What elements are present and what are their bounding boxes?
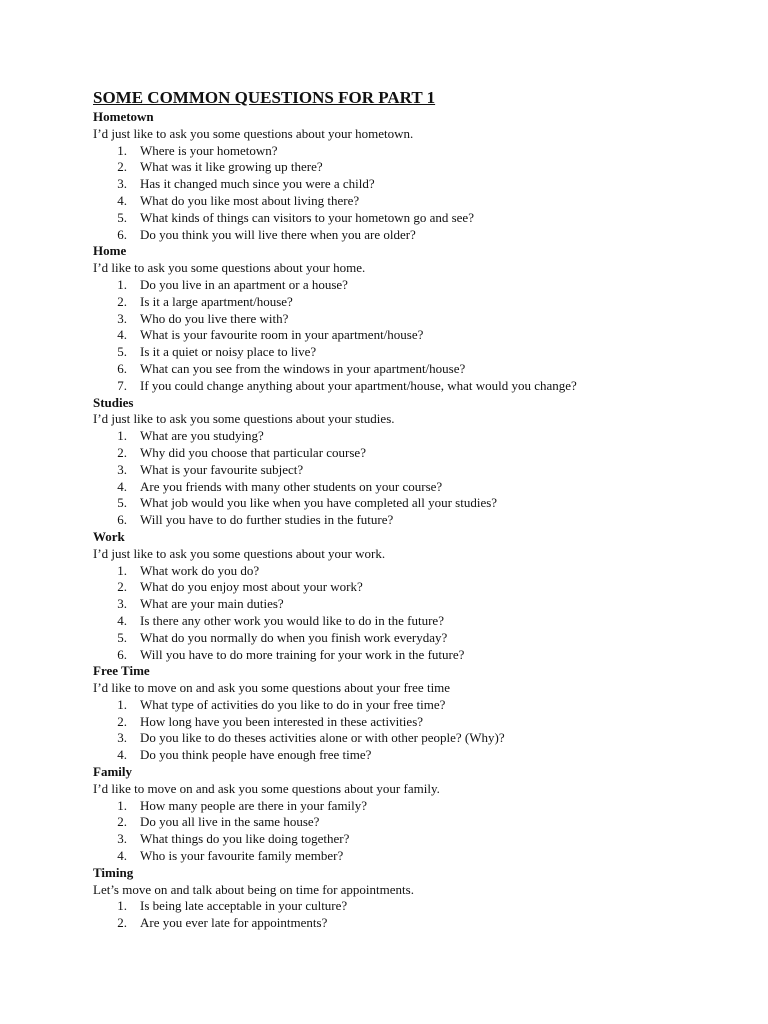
question-text: What job would you like when you have completed all your studies?	[140, 495, 498, 511]
question-text: What do you enjoy most about your work?	[140, 579, 363, 595]
question-item	[93, 613, 753, 630]
question-number: 3.	[117, 730, 127, 746]
question-text: Do you think you will live there when you are older?	[140, 226, 416, 242]
question-number: 1.	[117, 696, 127, 712]
question-text: Will you have to do more training for your work in the future?	[140, 646, 465, 662]
section-heading: Hometown	[93, 109, 154, 124]
question-number: 2.	[117, 915, 127, 931]
document-title: SOME COMMON QUESTIONS FOR PART 1	[93, 88, 436, 107]
section-intro: I’d like to move on and ask you some questions about your free time	[93, 680, 451, 696]
question-number: 2.	[117, 713, 127, 729]
question-text: What kinds of things can visitors to your hometown go and see?	[140, 209, 474, 225]
question-item	[93, 277, 753, 294]
question-item	[93, 747, 753, 764]
question-number: 3.	[117, 310, 127, 326]
question-text: Do you think people have enough free time?	[140, 747, 372, 763]
question-text: Do you all live in the same house?	[140, 814, 320, 830]
question-item	[93, 495, 753, 512]
question-list	[93, 798, 753, 865]
question-item	[93, 814, 753, 831]
question-text: What do you normally do when you finish work everyday?	[140, 629, 448, 645]
question-item	[93, 176, 753, 193]
section-work	[93, 529, 753, 663]
question-number: 1.	[117, 142, 127, 158]
question-text: Do you like to do theses activities alone or with other people? (Why)?	[140, 730, 505, 746]
section-heading: Timing	[93, 864, 134, 880]
question-item	[93, 563, 753, 580]
question-number: 7.	[117, 377, 127, 393]
question-text: Has it changed much since you were a child?	[140, 176, 375, 192]
question-list	[93, 563, 753, 664]
question-number: 6.	[117, 226, 127, 242]
question-item	[93, 227, 753, 244]
question-item	[93, 428, 753, 445]
question-item	[93, 327, 753, 344]
question-item	[93, 647, 753, 664]
question-text: What work do you do?	[140, 562, 260, 578]
question-number: 4.	[117, 848, 127, 864]
question-list	[93, 428, 753, 529]
question-number: 1.	[117, 276, 127, 292]
question-text: What is your favourite subject?	[140, 461, 304, 477]
question-text: Who do you live there with?	[140, 310, 289, 326]
question-item	[93, 915, 753, 932]
question-text: What do you like most about living there?	[140, 192, 360, 208]
section-hometown	[93, 109, 753, 243]
question-number: 2.	[117, 444, 127, 460]
question-item	[93, 361, 753, 378]
question-number: 6.	[117, 360, 127, 376]
question-number: 5.	[117, 629, 127, 645]
question-number: 1.	[117, 898, 127, 914]
question-item	[93, 193, 753, 210]
question-number: 4.	[117, 478, 127, 494]
question-number: 2.	[117, 579, 127, 595]
question-text: What are your main duties?	[140, 596, 284, 612]
question-item	[93, 697, 753, 714]
question-item	[93, 159, 753, 176]
question-item	[93, 714, 753, 731]
sections-container	[93, 109, 753, 932]
question-item	[93, 512, 753, 529]
question-item	[93, 831, 753, 848]
question-text: If you could change anything about your apartment/house, what would you change?	[140, 377, 577, 393]
question-text: Are you ever late for appointments?	[140, 915, 328, 931]
question-text: What are you studying?	[140, 428, 264, 444]
question-item	[93, 848, 753, 865]
section-intro: I’d just like to ask you some questions about your work.	[93, 545, 386, 561]
question-text: Is being late acceptable in your culture?	[140, 898, 348, 914]
section-studies	[93, 395, 753, 529]
question-number: 2.	[117, 293, 127, 309]
section-heading: Free Time	[93, 663, 150, 679]
question-number: 1.	[117, 797, 127, 813]
question-item	[93, 479, 753, 496]
question-item	[93, 630, 753, 647]
section-intro: Let’s move on and talk about being on time for appointments.	[93, 881, 414, 897]
section-heading: Studies	[93, 394, 134, 410]
question-number: 5.	[117, 209, 127, 225]
section-heading: Work	[93, 528, 125, 544]
question-number: 2.	[117, 814, 127, 830]
question-item	[93, 462, 753, 479]
question-number: 1.	[117, 428, 127, 444]
question-text: Are you friends with many other students on your course?	[140, 478, 443, 494]
section-home	[93, 243, 753, 394]
question-text: Will you have to do further studies in the future?	[140, 512, 394, 528]
question-number: 3.	[117, 176, 127, 192]
question-text: Do you live in an apartment or a house?	[140, 276, 348, 292]
question-list	[93, 143, 753, 244]
section-family	[93, 764, 753, 865]
section-heading: Family	[93, 764, 132, 780]
question-text: What things do you like doing together?	[140, 831, 350, 847]
question-text: Is it a quiet or noisy place to live?	[140, 344, 317, 360]
question-item	[93, 898, 753, 915]
section-heading: Home	[93, 243, 127, 259]
question-item	[93, 210, 753, 227]
question-text: What was it like growing up there?	[140, 159, 323, 175]
question-text: What is your favourite room in your apartment/house?	[140, 327, 424, 343]
section-intro: I’d like to move on and ask you some questions about your family.	[93, 780, 440, 796]
question-number: 1.	[117, 562, 127, 578]
question-text: Is there any other work you would like to do in the future?	[140, 612, 444, 628]
question-list	[93, 697, 753, 764]
question-number: 3.	[117, 461, 127, 477]
section-timing	[93, 865, 753, 932]
question-list	[93, 898, 753, 932]
question-item	[93, 730, 753, 747]
question-text: Why did you choose that particular course?	[140, 444, 366, 460]
section-intro: I’d just like to ask you some questions about your hometown.	[93, 125, 414, 141]
question-text: How long have you been interested in these activities?	[140, 713, 424, 729]
question-text: What type of activities do you like to do in your free time?	[140, 696, 446, 712]
question-number: 4.	[117, 747, 127, 763]
question-list	[93, 277, 753, 395]
question-item	[93, 378, 753, 395]
question-item	[93, 294, 753, 311]
section-intro: I’d just like to ask you some questions about your studies.	[93, 411, 395, 427]
question-number: 4.	[117, 327, 127, 343]
question-item	[93, 344, 753, 361]
question-item	[93, 579, 753, 596]
document-page	[93, 88, 753, 932]
question-number: 2.	[117, 159, 127, 175]
question-number: 5.	[117, 344, 127, 360]
section-intro: I’d like to ask you some questions about your home.	[93, 260, 366, 276]
question-item	[93, 311, 753, 328]
question-number: 5.	[117, 495, 127, 511]
question-number: 4.	[117, 612, 127, 628]
question-number: 3.	[117, 831, 127, 847]
question-text: Is it a large apartment/house?	[140, 293, 293, 309]
question-item	[93, 798, 753, 815]
question-text: How many people are there in your family?	[140, 797, 368, 813]
question-text: What can you see from the windows in your apartment/house?	[140, 360, 466, 376]
question-number: 3.	[117, 596, 127, 612]
question-text: Who is your favourite family member?	[140, 848, 344, 864]
question-item	[93, 445, 753, 462]
question-text: Where is your hometown?	[140, 142, 278, 158]
question-item	[93, 596, 753, 613]
question-item	[93, 143, 753, 160]
section-free-time	[93, 663, 753, 764]
question-number: 6.	[117, 512, 127, 528]
question-number: 6.	[117, 646, 127, 662]
question-number: 4.	[117, 192, 127, 208]
